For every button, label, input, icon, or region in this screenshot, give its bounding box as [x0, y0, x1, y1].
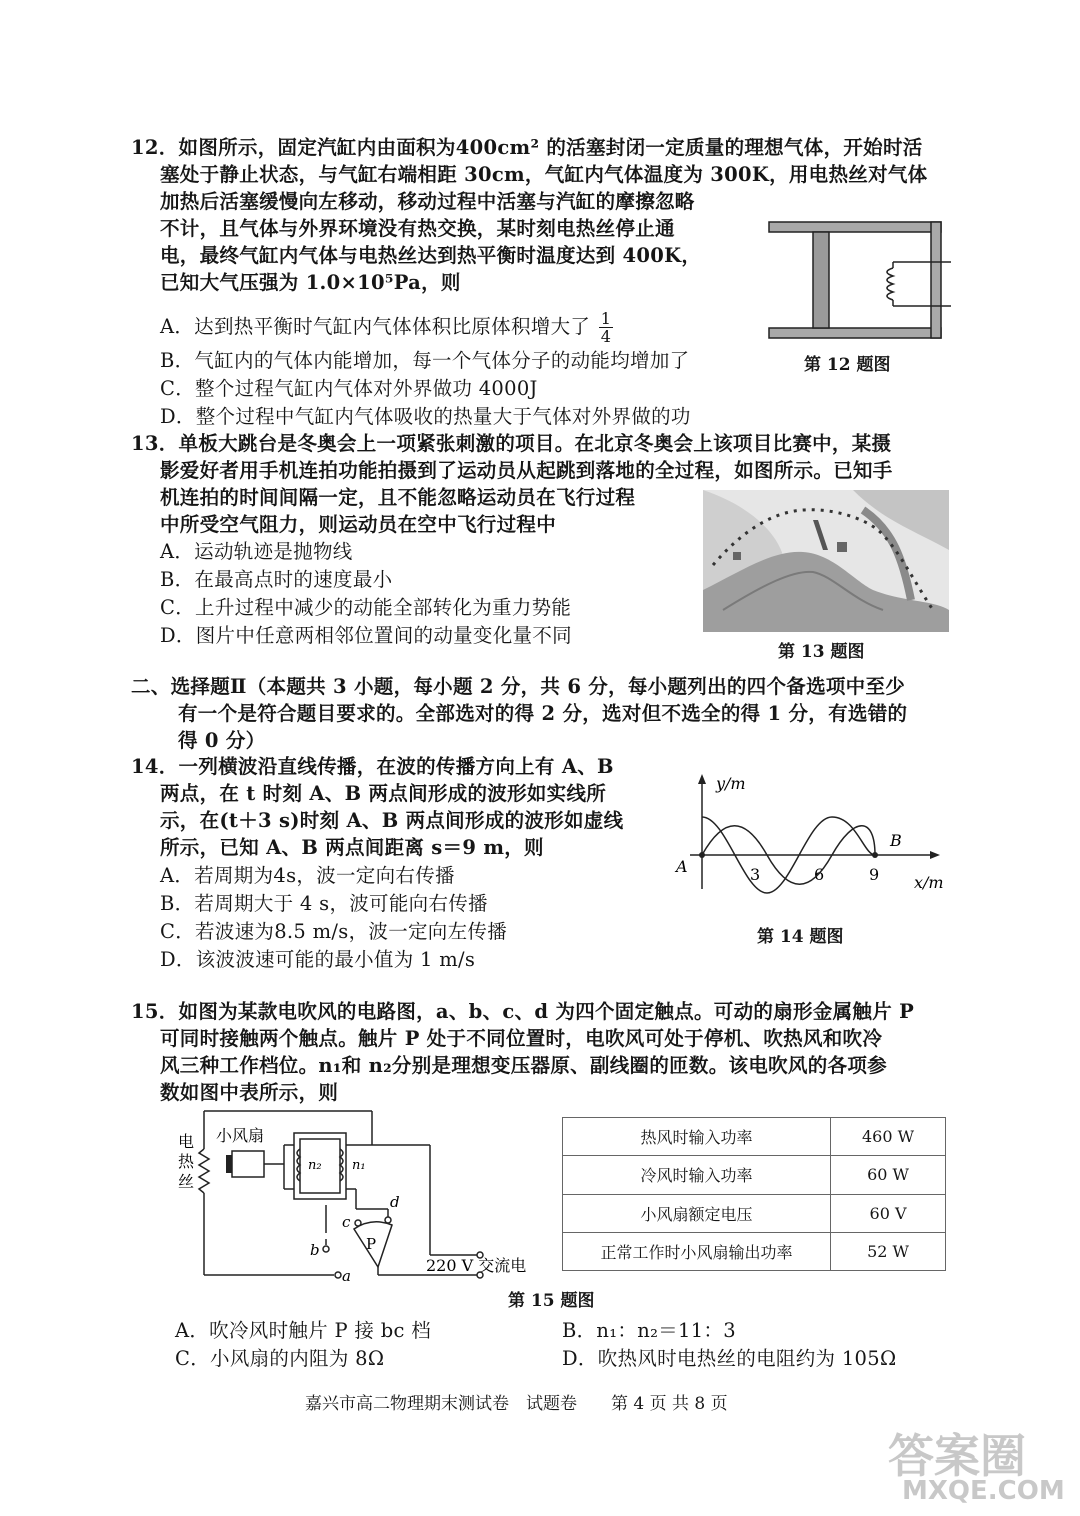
- q12-stem-line-6: 已知大气压强为 1.0×10⁵Pa，则: [160, 271, 461, 294]
- q15-stem-line-2: 可同时接触两个触点。触片 P 处于不同位置时，电吹风可处于停机、吹热风和吹冷: [160, 1027, 883, 1050]
- q12-stem-line-5: 电，最终气缸内气体与电热丝达到热平衡时温度达到 400K，: [160, 244, 702, 267]
- q15-option-d: D．吹热风时电热丝的电阻约为 105Ω: [562, 1347, 897, 1370]
- q12-stem-line-3: 加热后活塞缓慢向左移动，移动过程中活塞与汽缸的摩擦忽略: [160, 190, 695, 213]
- heater-label-char-2: 热: [178, 1152, 195, 1171]
- q13-ski-jump-photo: [703, 490, 949, 632]
- x-tick-3: 3: [750, 865, 761, 884]
- q14-option-b: B．若周期大于 4 s，波可能向右传播: [160, 892, 488, 915]
- table-label-cell: 热风时输入功率: [563, 1118, 831, 1156]
- q15-parameter-table: [562, 1117, 946, 1271]
- x-tick-6: 6: [814, 865, 825, 884]
- q12-option-b: B．气缸内的气体内能增加，每一个气体分子的动能均增加了: [160, 349, 690, 372]
- q13-stem-line-2: 影爱好者用手机连拍功能拍摄到了运动员从起跳到落地的全过程，如图所示。已知手: [160, 459, 893, 482]
- y-axis-label: y/m: [716, 774, 746, 793]
- q14-option-d: D．该波波速可能的最小值为 1 m/s: [160, 948, 476, 971]
- heater-resistor-icon: [199, 1149, 209, 1193]
- q12-stem-line-4: 不计，且气体与外界环境没有热交换，某时刻电热丝停止通: [160, 217, 675, 240]
- table-value-cell: 60 W: [831, 1156, 946, 1194]
- table-value-cell: 60 V: [831, 1194, 946, 1232]
- heater-label-char-3: 丝: [178, 1172, 195, 1191]
- contact-a-label: a: [342, 1267, 351, 1285]
- ac-supply-label: 220 V 交流电: [426, 1256, 527, 1275]
- contact-p-label: P: [366, 1235, 377, 1253]
- x-tick-9: 9: [869, 865, 880, 884]
- q12-cylinder-figure: [765, 218, 955, 346]
- q13-stem-line-4: 中所受空气阻力，则运动员在空中飞行过程中: [160, 513, 557, 536]
- q15-stem-line-3: 风三种工作档位。n₁和 n₂分别是理想变压器原、副线圈的匝数。该电吹风的各项参: [160, 1054, 887, 1077]
- table-label-cell: 冷风时输入功率: [563, 1156, 831, 1194]
- table-label-cell: 正常工作时小风扇输出功率: [563, 1232, 831, 1270]
- fraction-one-quarter: $\frac{1}{4}$: [600, 309, 612, 346]
- section2-line-1: 二、选择题Ⅱ（本题共 3 小题，每小题 2 分，共 6 分，每小题列出的四个备选项中至少: [131, 675, 906, 698]
- q12-option-a: A．达到热平衡时气缸内气体体积比原体积增大了 $\frac{1}{4}$: [160, 309, 612, 346]
- q15-option-a: A．吹冷风时触片 P 接 bc 档: [175, 1319, 432, 1342]
- section2-line-3: 得 0 分）: [178, 729, 266, 752]
- q12-option-d: D．整个过程中气缸内气体吸收的热量大于气体对外界做的功: [160, 405, 691, 428]
- q14-option-c: C．若波速为8.5 m/s，波一定向左传播: [160, 920, 507, 943]
- q15-stem-line-4: 数如图中表所示，则: [160, 1081, 339, 1104]
- q14-stem-line-4: 所示，已知 A、B 两点间距离 s＝9 m，则: [160, 836, 544, 859]
- table-row: [563, 1194, 946, 1232]
- page-footer: 嘉兴市高二物理期末测试卷 试题卷 第 4 页 共 8 页: [305, 1394, 728, 1414]
- q12-option-c: C．整个过程气缸内气体对外界做功 4000J: [160, 377, 538, 400]
- table-value-cell: 460 W: [831, 1118, 946, 1156]
- q12-figure-caption: 第 12 题图: [804, 355, 891, 375]
- q15-option-b: B．n₁：n₂＝11：3: [562, 1319, 736, 1342]
- x-axis-label: x/m: [914, 873, 944, 892]
- x-axis-arrow-icon: [930, 851, 940, 859]
- q14-stem-line-1: 14．一列横波沿直线传播，在波的传播方向上有 A、B: [131, 755, 614, 778]
- q13-option-a: A．运动轨迹是抛物线: [160, 540, 353, 563]
- contact-b-label: b: [310, 1241, 320, 1259]
- q15-figure-caption: 第 15 题图: [508, 1291, 595, 1311]
- fan-motor-icon: [232, 1151, 264, 1177]
- n2-label: n₂: [308, 1158, 322, 1173]
- q14-stem-line-3: 示，在(t＋3 s)时刻 A、B 两点间形成的波形如虚线: [160, 809, 624, 832]
- table-row: [563, 1156, 946, 1194]
- q13-option-b: B．在最高点时的速度最小: [160, 568, 393, 591]
- q14-stem-line-2: 两点，在 t 时刻 A、B 两点间形成的波形如实线所: [160, 782, 607, 805]
- contact-c-label: c: [342, 1213, 351, 1231]
- watermark-url: MXQE.COM: [902, 1476, 1065, 1506]
- table-row: [563, 1232, 946, 1270]
- point-b-label: B: [890, 831, 902, 850]
- section2-line-2: 有一个是符合题目要求的。全部选对的得 2 分，选对但不选全的得 1 分，有选错的: [178, 702, 908, 725]
- q13-option-d: D．图片中任意两相邻位置间的动量变化量不同: [160, 624, 572, 647]
- q13-stem-line-1: 13．单板大跳台是冬奥会上一项紧张刺激的项目。在北京冬奥会上该项目比赛中，某摄: [131, 432, 892, 455]
- q13-stem-line-3: 机连拍的时间间隔一定，且不能忽略运动员在飞行过程: [160, 486, 636, 509]
- q14-option-a: A．若周期为4s，波一定向右传播: [160, 864, 455, 887]
- heating-wire-icon: [887, 268, 893, 300]
- q13-option-c: C．上升过程中减少的动能全部转化为重力势能: [160, 596, 572, 619]
- table-row: [563, 1118, 946, 1156]
- q15-option-c: C．小风扇的内阻为 8Ω: [175, 1347, 385, 1370]
- q12-stem-line-1: 12．如图所示，固定汽缸内由面积为400cm² 的活塞封闭一定质量的理想气体，开始时活: [131, 136, 923, 159]
- contact-d-label: d: [390, 1193, 400, 1211]
- n1-label: n₁: [352, 1158, 366, 1173]
- heater-label-char-1: 电: [178, 1132, 195, 1151]
- q13-figure-caption: 第 13 题图: [778, 642, 865, 662]
- q12-stem-line-2: 塞处于静止状态，与气缸右端相距 30cm，气缸内气体温度为 300K，用电热丝对气体: [160, 163, 928, 186]
- watermark-logo: 答案圈: [888, 1429, 1026, 1483]
- table-value-cell: 52 W: [831, 1232, 946, 1270]
- point-a-label: A: [676, 857, 688, 876]
- table-label-cell: 小风扇额定电压: [563, 1194, 831, 1232]
- q15-circuit-diagram: [172, 1105, 552, 1285]
- q14-wave-graph: [670, 764, 950, 894]
- piston: [813, 232, 829, 328]
- fan-label: 小风扇: [216, 1126, 265, 1145]
- y-axis-arrow-icon: [698, 774, 706, 784]
- q14-figure-caption: 第 14 题图: [757, 927, 844, 947]
- q15-stem-line-1: 15．如图为某款电吹风的电路图，a、b、c、d 为四个固定触点。可动的扇形金属触片 P: [131, 1000, 915, 1023]
